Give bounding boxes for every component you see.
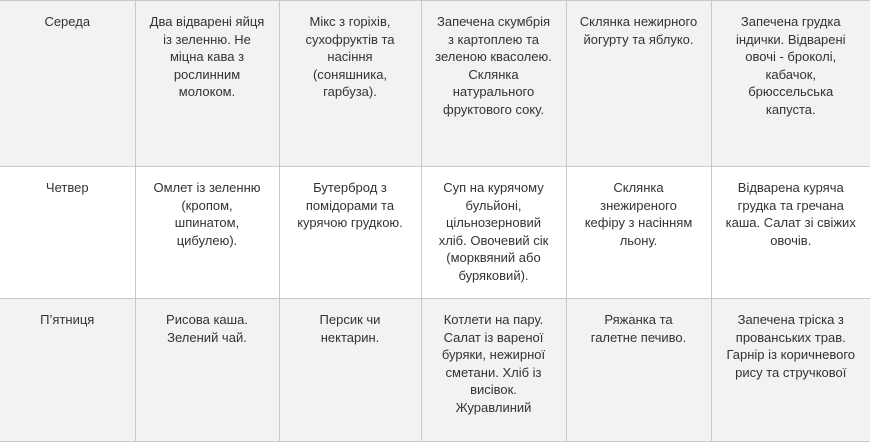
lunch-cell: Запечена скумбрія з картоплею та зеленою квасолею. Склянка натурального фруктового соку. [421, 1, 566, 167]
day-cell: П’ятниця [0, 299, 135, 442]
snack-cell: Ряжанка та галетне печиво. [566, 299, 711, 442]
snack-cell: Склянка нежирного йогурту та яблуко. [566, 1, 711, 167]
table-row [0, 299, 870, 442]
dinner-cell: Відварена куряча грудка та гречана каша. Салат зі свіжих овочів. [711, 167, 870, 299]
breakfast-cell: Два відварені яйця із зеленню. Не міцна кава з рослинним молоком. [135, 1, 279, 167]
breakfast-cell: Омлет із зеленню (кропом, шпинатом, цибулею). [135, 167, 279, 299]
breakfast-cell: Рисова каша. Зелений чай. [135, 299, 279, 442]
lunch-cell: Котлети на пару. Салат із вареної буряки, нежирної сметани. Хліб із висівок. Журавлиний [421, 299, 566, 442]
second-breakfast-cell: Бутерброд з помідорами та курячою грудкою. [279, 167, 421, 299]
table-row [0, 167, 870, 299]
day-cell: Середа [0, 1, 135, 167]
lunch-cell: Суп на курячому бульйоні, цільнозерновий хліб. Овочевий сік (морквяний або буряковий). [421, 167, 566, 299]
second-breakfast-cell: Мікс з горіхів, сухофруктів та насіння (соняшника, гарбуза). [279, 1, 421, 167]
dinner-cell: Запечена грудка індички. Відварені овочі - броколі, кабачок, брюссельська капуста. [711, 1, 870, 167]
snack-cell: Склянка знежиреного кефіру з насінням льону. [566, 167, 711, 299]
dinner-cell: Запечена тріска з прованських трав. Гарнір із коричневого рису та стручкової [711, 299, 870, 442]
second-breakfast-cell: Персик чи нектарин. [279, 299, 421, 442]
table-row [0, 1, 870, 167]
day-cell: Четвер [0, 167, 135, 299]
